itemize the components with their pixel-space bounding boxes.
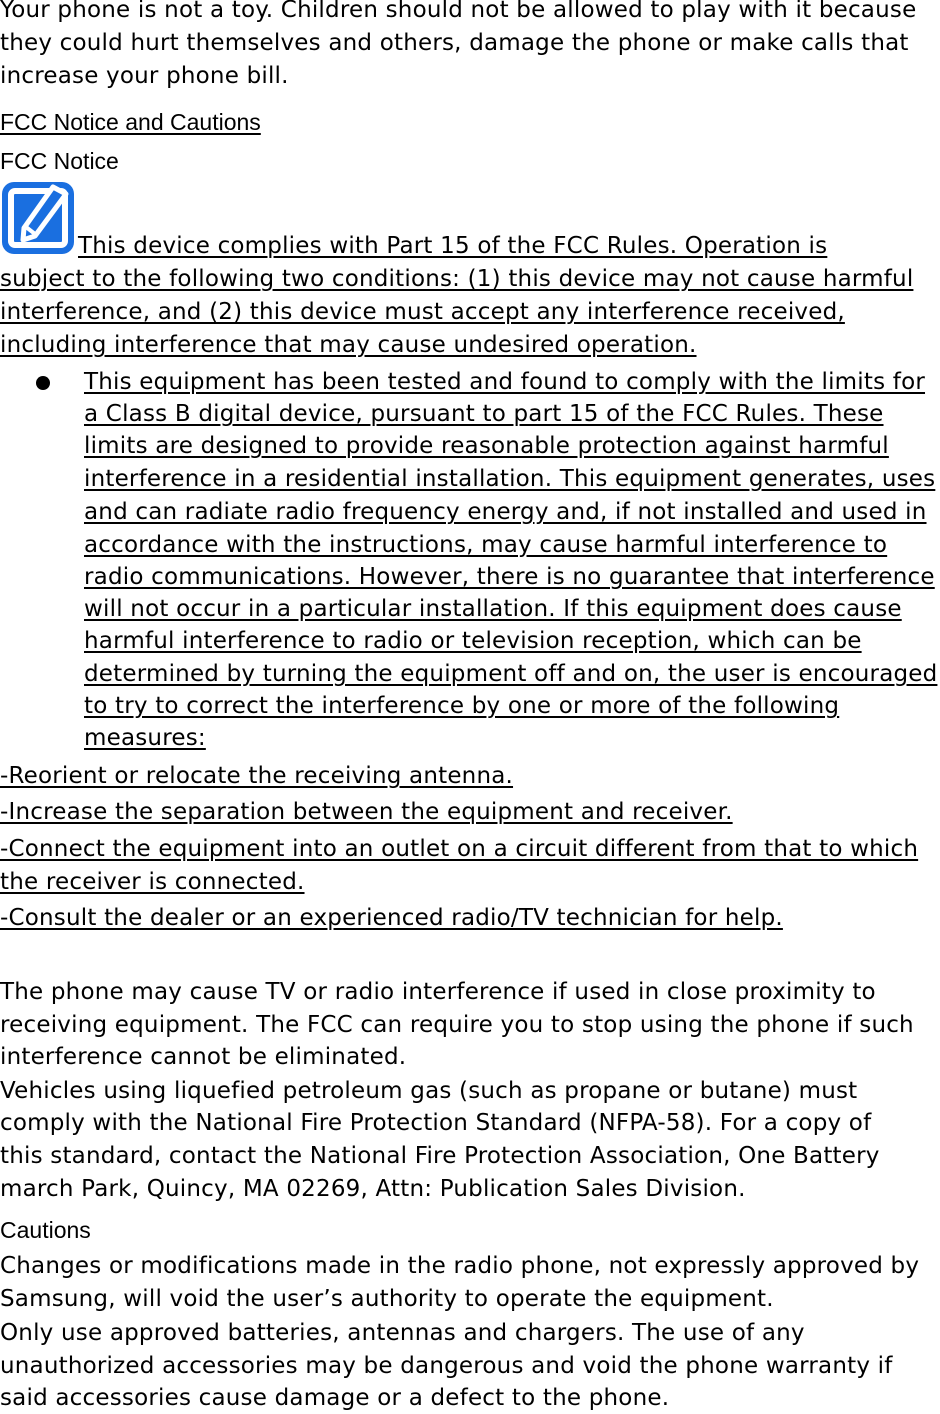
cautions-para2-line-3: said accessories cause damage or a defect to the phone. [0, 1385, 670, 1411]
fcc-notice-cautions-heading: FCC Notice and Cautions [0, 109, 261, 135]
cautions-para2-line-1: Only use approved batteries, antennas and chargers. The use of any [0, 1320, 805, 1346]
intro-line-3: increase your phone bill. [0, 63, 289, 89]
intro-line-2: they could hurt themselves and others, damage the phone or make calls that [0, 30, 909, 56]
bullet-line-8: will not occur in a particular installation. If this equipment does cause [84, 596, 902, 622]
intro-line-1: Your phone is not a toy. Children should not be allowed to play with it because [0, 0, 917, 23]
cautions-para1-line-1: Changes or modifications made in the radio phone, not expressly approved by [0, 1253, 920, 1279]
cautions-heading: Cautions [0, 1217, 91, 1243]
fcc-statement-line-4: including interference that may cause undesired operation. [0, 332, 697, 358]
interference-line-2: receiving equipment. The FCC can require you to stop using the phone if such [0, 1012, 914, 1038]
measure-consult: -Consult the dealer or an experienced radio/TV technician for help. [0, 905, 783, 931]
bullet-line-10: determined by turning the equipment off and on, the user is encouraged [84, 661, 938, 687]
bullet-line-5: and can radiate radio frequency energy and, if not installed and used in [84, 499, 927, 525]
bullet-line-6: accordance with the instructions, may cause harmful interference to [84, 532, 888, 558]
vehicles-line-1: Vehicles using liquefied petroleum gas (such as propane or butane) must [0, 1078, 858, 1104]
bullet-line-1: This equipment has been tested and found to comply with the limits for [84, 369, 926, 395]
fcc-statement-line-2: subject to the following two conditions: (1) this device may not cause harmful [0, 266, 914, 292]
vehicles-line-3: this standard, contact the National Fire Protection Association, One Battery [0, 1143, 880, 1169]
pencil-note-icon [0, 180, 76, 256]
interference-line-3: interference cannot be eliminated. [0, 1044, 407, 1070]
fcc-statement-line-1: This device complies with Part 15 of the FCC Rules. Operation is [78, 233, 828, 259]
bullet-line-3: limits are designed to provide reasonable protection against harmful [84, 433, 889, 459]
measure-connect-line-2: the receiver is connected. [0, 869, 305, 895]
fcc-statement-line-3: interference, and (2) this device must accept any interference received, [0, 299, 845, 325]
bullet-line-9: harmful interference to radio or television reception, which can be [84, 628, 862, 654]
measure-reorient: -Reorient or relocate the receiving antenna. [0, 763, 514, 789]
interference-line-1: The phone may cause TV or radio interference if used in close proximity to [0, 979, 876, 1005]
vehicles-line-4: march Park, Quincy, MA 02269, Attn: Publication Sales Division. [0, 1176, 746, 1202]
bullet-dot [36, 376, 50, 390]
bullet-line-11: to try to correct the interference by one or more of the following [84, 693, 840, 719]
measure-connect-line-1: -Connect the equipment into an outlet on a circuit different from that to which [0, 836, 919, 862]
vehicles-line-2: comply with the National Fire Protection Standard (NFPA-58). For a copy of [0, 1110, 872, 1136]
cautions-para2-line-2: unauthorized accessories may be dangerous and void the phone warranty if [0, 1353, 893, 1379]
fcc-notice-heading: FCC Notice [0, 148, 119, 174]
bullet-line-4: interference in a residential installation. This equipment generates, uses [84, 466, 936, 492]
bullet-line-2: a Class B digital device, pursuant to part 15 of the FCC Rules. These [84, 401, 884, 427]
bullet-line-12: measures: [84, 725, 206, 751]
bullet-line-7: radio communications. However, there is no guarantee that interference [84, 564, 935, 590]
measure-increase: -Increase the separation between the equipment and receiver. [0, 799, 733, 825]
cautions-para1-line-2: Samsung, will void the user’s authority to operate the equipment. [0, 1286, 774, 1312]
